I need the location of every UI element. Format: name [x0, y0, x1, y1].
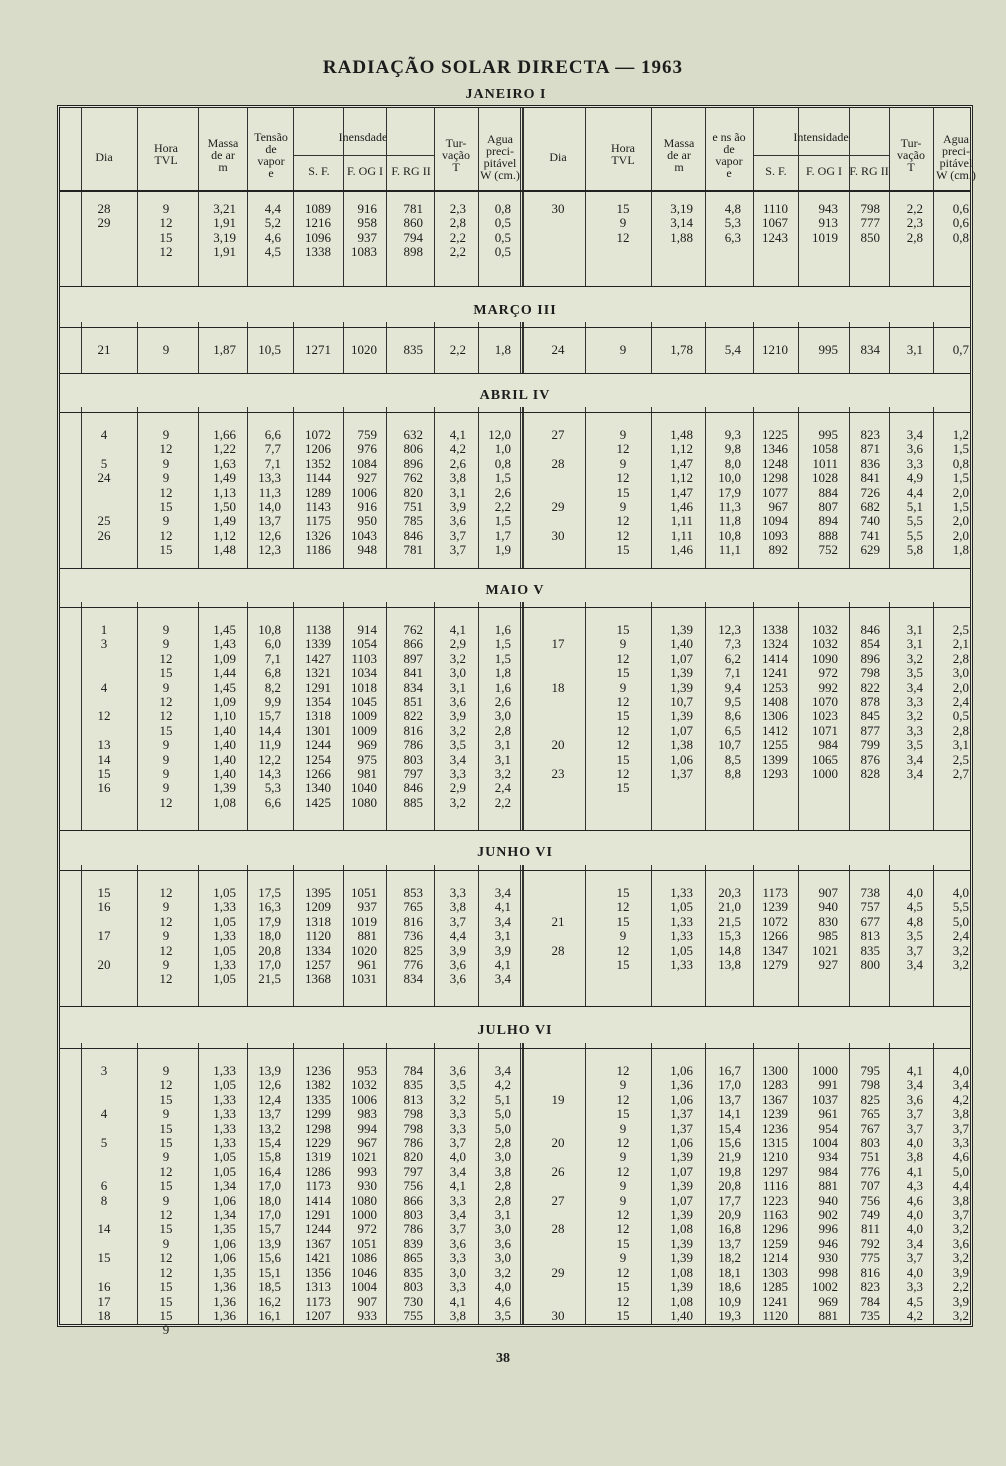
- right-col-4: 1300 1283 1367 1239 1236 1315 1210 1297 1116 1223 1163 1296 1259 1214 1303 1285 1241 1120: [762, 1063, 788, 1323]
- header-hora: TVL: [611, 153, 635, 167]
- month-title: JULHO VI: [477, 1023, 553, 1038]
- right-col-7: 4,0 4,5 4,8 3,5 3,7 3,4: [906, 885, 923, 973]
- left-col-4: 1072 1206 1352 1144 1289 1143 1175 1326 1186: [305, 427, 331, 558]
- header-agua: W (cm.): [936, 168, 976, 182]
- left-col-5: 953 1032 1006 983 994 967 1021 993 930 1080 1000 972 1051 1086 1046 1004 907 933: [351, 1063, 377, 1323]
- left-col-4: 1395 1209 1318 1120 1334 1257 1368: [305, 885, 331, 987]
- header-massa: Massa: [207, 136, 239, 150]
- month-separator: [60, 1048, 970, 1049]
- left-col-8: 3,4 4,1 3,4 3,1 3,9 4,1 3,4: [494, 885, 511, 987]
- right-col-5: 995: [818, 342, 838, 357]
- left-col-3: 10,8 6,0 7,1 6,8 8,2 9,9 15,7 14,4 11,9 12,2 14,3 5,3 6,6: [258, 622, 281, 810]
- right-col-1: 12 9 12 15 9 12 9 12 9 9 12 12 15 9 12 15 12 15: [616, 1063, 630, 1323]
- right-col-7: 3,4 3,6 3,3 4,9 4,4 5,1 5,5 5,5 5,8: [906, 427, 923, 558]
- right-col-4: 1338 1324 1414 1241 1253 1408 1306 1412 1255 1399 1293: [762, 622, 788, 782]
- header-turvacao: vação: [442, 148, 470, 162]
- left-col-8: 3,4 4,2 5,1 5,0 5,0 2,8 3,0 3,8 2,8 2,8 3,1 3,0 3,6 3,0 3,2 4,0 4,6 3,5: [494, 1063, 511, 1323]
- right-col-5: 1032 1032 1090 972 992 1070 1023 1071 984 1065 1000: [812, 622, 838, 782]
- left-col-4: 1271: [305, 342, 331, 357]
- left-col-2: 1,05 1,33 1,05 1,33 1,05 1,33 1,05: [213, 885, 236, 987]
- left-col-5: 1051 937 1019 881 1020 961 1031: [351, 885, 377, 987]
- right-col-8: 2,5 2,1 2,8 3,0 2,0 2,4 0,5 2,8 3,1 2,5 2,7: [952, 622, 969, 782]
- right-col-7: 4,1 3,4 3,6 3,7 3,7 4,0 3,8 4,1 4,3 4,6 4,0 4,0 3,4 3,7 4,0 3,3 4,5 4,2: [906, 1063, 923, 1323]
- month-title: MAIO V: [485, 583, 545, 598]
- left-col-8: 1,8: [494, 342, 511, 357]
- left-col-7: 4,1 4,2 2,6 3,8 3,1 3,9 3,6 3,7 3,7: [449, 427, 466, 558]
- left-col-4: 1236 1382 1335 1299 1298 1229 1319 1286 1173 1414 1291 1244 1367 1421 1356 1313 1173 1207: [305, 1063, 331, 1323]
- left-col-6: 762 866 897 841 834 851 822 816 786 803 797 846 885: [403, 622, 423, 810]
- header-tensao: e ns ão: [712, 130, 746, 144]
- left-col-4: 1138 1339 1427 1321 1291 1354 1318 1301 1244 1254 1266 1340 1425: [305, 622, 331, 810]
- right-col-1: 9: [619, 342, 627, 357]
- right-col-2: 1,33 1,05 1,33 1,33 1,05 1,33: [670, 885, 693, 973]
- header-hora: Hora: [611, 141, 635, 155]
- header-turvacao: T: [452, 160, 460, 174]
- right-col-8: 4,0 3,4 4,2 3,8 3,7 3,3 4,6 5,0 4,4 3,8 3,7 3,2 3,6 3,2 3,9 2,2 3,9 3,2: [952, 1063, 969, 1323]
- header-fog1: F. OG I: [805, 164, 843, 178]
- month-title: JANEIRO I: [465, 87, 547, 102]
- right-col-3: 20,3 21,0 21,5 15,3 14,8 13,8: [718, 885, 741, 973]
- right-col-3: 12,3 7,3 6,2 7,1 9,4 9,5 8,6 6,5 10,7 8,5 8,8: [718, 622, 741, 782]
- month-title: JUNHO VI: [477, 845, 553, 860]
- left-col-1: 9: [162, 342, 170, 357]
- page-number: 38: [496, 1351, 510, 1366]
- page-title: RADIAÇÃO SOLAR DIRECTA — 1963: [322, 57, 684, 78]
- left-col-7: 2,3 2,8 2,2 2,2: [449, 201, 466, 260]
- header-intensidade: Intensidade: [793, 130, 849, 144]
- header-hora: TVL: [154, 153, 178, 167]
- right-col-8: 4,0 5,5 5,0 2,4 3,2 3,2: [952, 885, 969, 973]
- right-col-2: 1,39 1,40 1,07 1,39 1,39 10,7 1,39 1,07 1,38 1,06 1,37: [670, 622, 693, 782]
- left-col-5: 916 958 937 1083: [351, 201, 377, 260]
- left-col-0: 4 5 24 25 26: [97, 427, 111, 543]
- right-col-4: 1225 1346 1248 1298 1077 967 1094 1093 892: [762, 427, 788, 558]
- left-col-2: 3,21 1,91 3,19 1,91: [213, 201, 236, 260]
- header-frg2: F. RG II: [391, 164, 431, 178]
- left-col-2: 1,45 1,43 1,09 1,44 1,45 1,09 1,10 1,40 1,40 1,40 1,40 1,39 1,08: [213, 622, 236, 810]
- right-col-2: 1,06 1,36 1,06 1,37 1,37 1,06 1,39 1,07 1,39 1,07 1,39 1,08 1,39 1,39 1,08 1,39 1,08 1,40: [670, 1063, 693, 1323]
- header-hora: Hora: [154, 141, 178, 155]
- header-tensao: de: [265, 142, 277, 156]
- right-col-0: 27 28 29 30: [551, 427, 565, 543]
- right-col-8: 0,6 0,6 0,8: [952, 201, 969, 245]
- header-turvacao: T: [907, 160, 915, 174]
- right-col-2: 3,19 3,14 1,88: [670, 201, 693, 245]
- right-col-2: 1,48 1,12 1,47 1,12 1,47 1,46 1,11 1,11 1,46: [670, 427, 693, 558]
- left-col-5: 914 1054 1103 1034 1018 1045 1009 1009 969 975 981 1040 1080: [351, 622, 377, 810]
- right-col-2: 1,78: [670, 342, 693, 357]
- month-separator: [60, 327, 970, 328]
- header-sf: S. F.: [308, 164, 330, 178]
- left-col-0: 1 3 4 12 13 14 15 16: [97, 622, 111, 796]
- left-col-0: 3 4 5 6 8 14 15 16 17 18: [97, 1063, 111, 1323]
- left-col-7: 3,3 3,8 3,7 4,4 3,9 3,6 3,6: [449, 885, 466, 987]
- month-separator: [60, 607, 970, 608]
- left-col-6: 781 860 794 898: [403, 201, 423, 260]
- left-col-6: 853 765 816 736 825 776 834: [403, 885, 423, 987]
- left-col-5: 1020: [351, 342, 377, 357]
- right-col-0: 19 20 26 27 28 29 30: [551, 1091, 565, 1323]
- data-table: [57, 87, 976, 1338]
- right-col-6: 738 757 677 813 835 800: [860, 885, 880, 973]
- left-col-3: 10,5: [258, 342, 281, 357]
- right-col-3: 9,3 9,8 8,0 10,0 17,9 11,3 11,8 10,8 11,1: [718, 427, 741, 558]
- header-agua: Agua: [943, 132, 969, 146]
- right-col-0: 30: [551, 201, 565, 216]
- right-col-4: 1173 1239 1072 1266 1347 1279: [762, 885, 788, 973]
- header-agua: Agua: [487, 132, 513, 146]
- header-massa: de ar: [667, 148, 691, 162]
- left-col-0: 21: [97, 342, 111, 357]
- header-tensao: vapor: [715, 154, 743, 168]
- header-subrule: [753, 155, 889, 156]
- right-col-3: 4,8 5,3 6,3: [724, 201, 741, 245]
- header-agua: pitável: [483, 156, 517, 170]
- left-col-4: 1089 1216 1096 1338: [305, 201, 331, 260]
- right-col-7: 2,2 2,3 2,8: [906, 201, 923, 245]
- header-turvacao: Tur-: [445, 136, 467, 150]
- right-col-8: 0,7: [952, 342, 969, 357]
- right-col-5: 943 913 1019: [812, 201, 838, 245]
- header-agua: preci-: [942, 144, 970, 158]
- header-massa: Massa: [663, 136, 695, 150]
- right-col-1: 15 9 12: [616, 201, 630, 245]
- header-intensidade: Inensdade: [338, 130, 388, 144]
- left-col-2: 1,66 1,22 1,63 1,49 1,13 1,50 1,49 1,12 1,48: [213, 427, 236, 558]
- left-col-3: 6,6 7,7 7,1 13,3 11,3 14,0 13,7 12,6 12,3: [258, 427, 281, 558]
- right-col-7: 3,1 3,1 3,2 3,5 3,4 3,3 3,2 3,3 3,5 3,4 3,4: [906, 622, 923, 782]
- right-col-0: 24: [551, 342, 565, 357]
- left-col-1: 12 9 12 9 12 9 12: [159, 885, 173, 987]
- left-col-6: 632 806 896 762 820 751 785 846 781: [403, 427, 423, 558]
- right-col-0: 21 28: [551, 913, 565, 958]
- right-col-6: 846 854 896 798 822 878 845 877 799 876 828: [860, 622, 880, 782]
- header-tensao: Tensão: [254, 130, 288, 144]
- right-col-4: 1110 1067 1243: [762, 201, 788, 245]
- left-col-3: 17,5 16,3 17,9 18,0 20,8 17,0 21,5: [258, 885, 281, 987]
- left-col-6: 835: [403, 342, 423, 357]
- month-separator: [60, 412, 970, 413]
- right-col-6: 823 871 836 841 726 682 740 741 629: [860, 427, 880, 558]
- left-col-8: 0,8 0,5 0,5 0,5: [494, 201, 511, 260]
- month-title: MARÇO III: [473, 303, 557, 318]
- header-tensao: e: [726, 166, 732, 180]
- right-col-8: 1,2 1,5 0,8 1,5 2,0 1,5 2,0 2,0 1,8: [952, 427, 969, 558]
- month-title: ABRIL IV: [479, 388, 551, 403]
- right-col-1: 15 12 15 9 12 15: [616, 885, 630, 973]
- left-col-1: 9 9 12 15 9 12 12 15 9 9 9 9 12: [159, 622, 173, 810]
- header-tensao: e: [268, 166, 274, 180]
- header-dia: Dia: [549, 150, 567, 164]
- right-col-6: 834: [860, 342, 880, 357]
- left-col-0: 28 29: [97, 201, 111, 231]
- left-col-6: 784 835 813 798 798 786 820 797 756 866 803 786 839 865 835 803 730 755: [403, 1063, 423, 1323]
- right-col-1: 15 9 12 15 9 12 15 12 12 15 12 15: [616, 622, 630, 796]
- left-col-1: 9 12 15 9 15 15 9 12 15 9 12 15 9 12 12 15 15 15 9: [159, 1063, 173, 1338]
- left-col-3: 13,9 12,6 12,4 13,7 13,2 15,4 15,8 16,4 17,0 18,0 17,0 15,7 13,9 15,6 15,1 18,5 16,2 16,1: [258, 1063, 281, 1323]
- header-turvacao: vação: [897, 148, 925, 162]
- right-col-1: 9 12 9 12 15 9 12 12 15: [616, 427, 630, 558]
- header-tensao: vapor: [257, 154, 285, 168]
- right-col-0: 17 18 20 23: [551, 636, 565, 782]
- right-col-6: 795 798 825 765 767 803 751 776 707 756 749 811 792 775 816 823 784 735: [860, 1063, 880, 1323]
- left-col-3: 4,4 5,2 4,6 4,5: [264, 201, 281, 260]
- right-col-4: 1210: [762, 342, 788, 357]
- header-tensao: de: [723, 142, 735, 156]
- header-massa: de ar: [211, 148, 235, 162]
- left-col-7: 3,6 3,5 3,2 3,3 3,3 3,7 4,0 3,4 4,1 3,3 3,4 3,7 3,6 3,3 3,0 3,3 4,1 3,8: [449, 1063, 466, 1323]
- header-agua: preci-: [486, 144, 514, 158]
- left-col-1: 9 12 15 12: [159, 201, 173, 260]
- right-col-3: 5,4: [724, 342, 741, 357]
- header-massa: m: [218, 160, 228, 174]
- month-separator: [60, 870, 970, 871]
- header-agua: pitável: [939, 156, 973, 170]
- right-col-7: 3,1: [906, 342, 923, 357]
- right-col-6: 798 777 850: [860, 201, 880, 245]
- header-agua: W (cm.): [480, 168, 520, 182]
- header-turvacao: Tur-: [900, 136, 922, 150]
- right-col-5: 995 1058 1011 1028 884 807 894 888 752: [812, 427, 838, 558]
- header-subrule: [293, 155, 434, 156]
- header-dia: Dia: [95, 150, 113, 164]
- left-col-0: 15 16 17 20: [97, 885, 111, 973]
- header-massa: m: [674, 160, 684, 174]
- left-col-7: 4,1 2,9 3,2 3,0 3,1 3,6 3,9 3,2 3,5 3,4 3,3 2,9 3,2: [449, 622, 466, 810]
- left-col-8: 12,0 1,0 0,8 1,5 2,6 2,2 1,5 1,7 1,9: [488, 427, 511, 558]
- right-col-5: 1000 991 1037 961 954 1004 934 984 881 940 902 996 946 930 998 1002 969 881: [812, 1063, 838, 1323]
- left-col-5: 759 976 1084 927 1006 916 950 1043 948: [351, 427, 377, 558]
- header-sf: S. F.: [765, 164, 787, 178]
- left-col-7: 2,2: [449, 342, 466, 357]
- left-col-8: 1,6 1,5 1,5 1,8 1,6 2,6 3,0 2,8 3,1 3,1 3,2 2,4 2,2: [494, 622, 511, 810]
- header-frg2: F. RG II: [849, 164, 889, 178]
- left-col-1: 9 12 9 9 12 15 9 12 15: [159, 427, 173, 558]
- right-col-5: 907 940 830 985 1021 927: [812, 885, 838, 973]
- left-col-2: 1,87: [213, 342, 236, 357]
- right-col-3: 16,7 17,0 13,7 14,1 15,4 15,6 21,9 19,8 20,8 17,7 20,9 16,8 13,7 18,2 18,1 18,6 10,9 19,3: [718, 1063, 741, 1323]
- header-fog1: F. OG I: [346, 164, 384, 178]
- left-col-2: 1,33 1,05 1,33 1,33 1,33 1,33 1,05 1,05 1,34 1,06 1,34 1,35 1,06 1,06 1,35 1,36 1,36 1,36: [213, 1063, 236, 1323]
